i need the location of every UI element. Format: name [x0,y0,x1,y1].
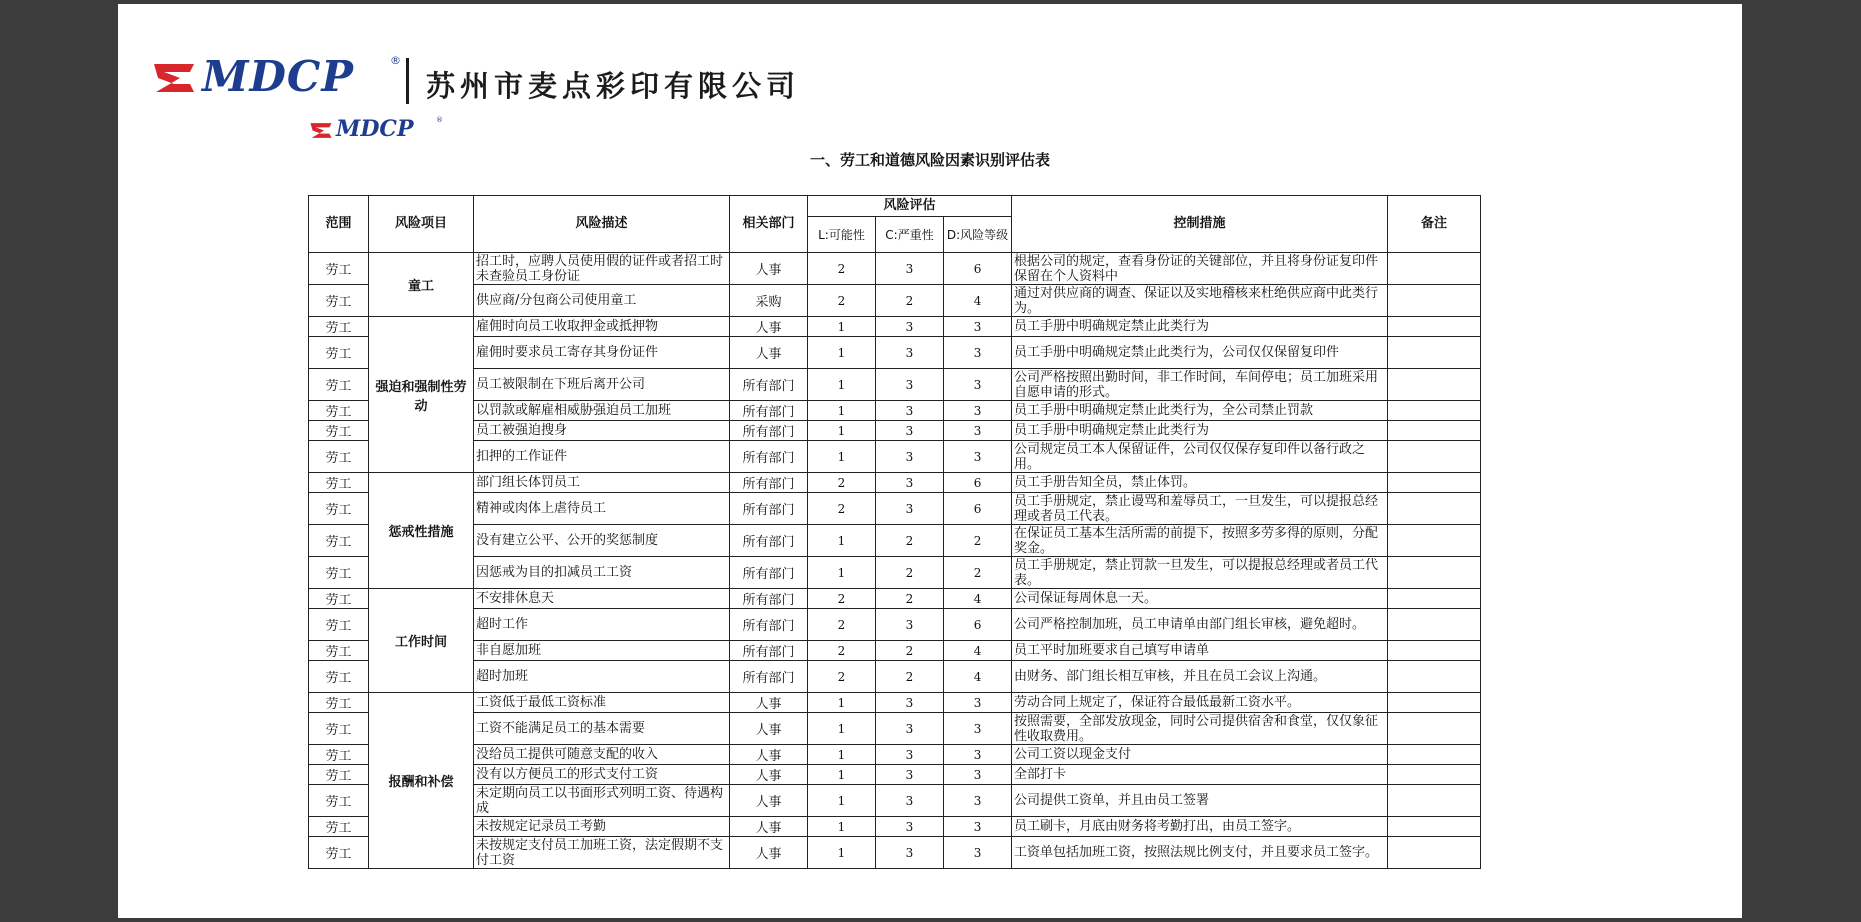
header-risk-evaluation: 风险评估 [808,196,1012,217]
cell-likelihood: 1 [808,713,876,745]
cell-severity: 3 [876,421,944,441]
cell-risk-description: 工资低于最低工资标准 [474,693,730,713]
cell-scope: 劳工 [309,713,369,745]
cell-risk-level: 3 [944,401,1012,421]
cell-risk-description: 未按规定记录员工考勤 [474,817,730,837]
small-logo-registered: ® [436,116,443,124]
cell-likelihood: 2 [808,609,876,641]
cell-control-measure: 公司工资以现金支付 [1012,745,1388,765]
cell-control-measure: 员工手册中明确规定禁止此类行为，公司仅仅保留复印件 [1012,337,1388,369]
cell-likelihood: 1 [808,745,876,765]
cell-severity: 3 [876,765,944,785]
cell-scope: 劳工 [309,525,369,557]
cell-risk-level: 3 [944,837,1012,869]
cell-risk-description: 部门组长体罚员工 [474,473,730,493]
cell-control-measure: 由财务、部门组长相互审核，并且在员工会议上沟通。 [1012,661,1388,693]
cell-control-measure: 公司规定员工本人保留证件，公司仅仅保存复印件以备行政之用。 [1012,441,1388,473]
small-company-logo [308,116,448,146]
header-risk-level: D:风险等级 [944,217,1012,253]
cell-remark [1388,661,1481,693]
cell-risk-level: 3 [944,337,1012,369]
small-logo-mark-icon [308,120,334,140]
cell-control-measure: 工资单包括加班工资，按照法规比例支付，并且要求员工签字。 [1012,837,1388,869]
cell-scope: 劳工 [309,473,369,493]
cell-remark [1388,641,1481,661]
cell-scope: 劳工 [309,441,369,473]
cell-remark [1388,837,1481,869]
cell-remark [1388,401,1481,421]
cell-likelihood: 2 [808,493,876,525]
cell-remark [1388,817,1481,837]
table-row [309,525,1481,557]
cell-likelihood: 1 [808,337,876,369]
table-row [309,369,1481,401]
cell-remark [1388,609,1481,641]
cell-risk-description: 员工被强迫搜身 [474,421,730,441]
cell-severity: 3 [876,441,944,473]
cell-control-measure: 员工手册规定，禁止罚款一旦发生，可以提报总经理或者员工代表。 [1012,557,1388,589]
cell-department: 人事 [730,745,808,765]
cell-scope: 劳工 [309,837,369,869]
cell-risk-level: 3 [944,441,1012,473]
cell-remark [1388,745,1481,765]
cell-scope: 劳工 [309,369,369,401]
cell-risk-description: 雇佣时要求员工寄存其身份证件 [474,337,730,369]
cell-risk-description: 超时加班 [474,661,730,693]
document-page [118,4,1742,918]
cell-severity: 3 [876,493,944,525]
cell-likelihood: 1 [808,525,876,557]
cell-severity: 2 [876,285,944,317]
cell-remark [1388,589,1481,609]
cell-likelihood: 2 [808,661,876,693]
cell-risk-item: 报酬和补偿 [369,693,474,869]
header-likelihood: L:可能性 [808,217,876,253]
cell-severity: 3 [876,369,944,401]
cell-control-measure: 员工平时加班要求自己填写申请单 [1012,641,1388,661]
cell-remark [1388,421,1481,441]
cell-risk-description: 以罚款或解雇相威胁强迫员工加班 [474,401,730,421]
table-row [309,421,1481,441]
cell-remark [1388,441,1481,473]
cell-scope: 劳工 [309,641,369,661]
document-title: 一、劳工和道德风险因素识别评估表 [809,151,1050,169]
table-row [309,661,1481,693]
cell-severity: 3 [876,473,944,493]
table-row [309,765,1481,785]
cell-risk-description: 超时工作 [474,609,730,641]
header-risk-item: 风险项目 [369,196,474,253]
cell-control-measure: 按照需要，全部发放现金，同时公司提供宿舍和食堂，仅仅象征性收取费用。 [1012,713,1388,745]
cell-remark [1388,317,1481,337]
cell-department: 所有部门 [730,589,808,609]
cell-remark [1388,285,1481,317]
cell-department: 人事 [730,837,808,869]
cell-department: 所有部门 [730,641,808,661]
cell-risk-level: 3 [944,369,1012,401]
table-row [309,557,1481,589]
cell-likelihood: 1 [808,441,876,473]
cell-likelihood: 1 [808,693,876,713]
cell-remark [1388,785,1481,817]
cell-scope: 劳工 [309,253,369,285]
cell-risk-description: 没有以方便员工的形式支付工资 [474,765,730,785]
cell-department: 所有部门 [730,441,808,473]
cell-severity: 3 [876,745,944,765]
cell-department: 所有部门 [730,609,808,641]
cell-department: 人事 [730,693,808,713]
cell-department: 人事 [730,713,808,745]
cell-control-measure: 全部打卡 [1012,765,1388,785]
cell-scope: 劳工 [309,401,369,421]
cell-risk-description: 没给员工提供可随意支配的收入 [474,745,730,765]
table-row [309,337,1481,369]
table-row [309,745,1481,765]
cell-control-measure: 在保证员工基本生活所需的前提下，按照多劳多得的原则，分配奖金。 [1012,525,1388,557]
cell-risk-level: 4 [944,589,1012,609]
cell-likelihood: 1 [808,421,876,441]
cell-department: 所有部门 [730,401,808,421]
cell-scope: 劳工 [309,317,369,337]
cell-department: 所有部门 [730,421,808,441]
cell-risk-level: 4 [944,285,1012,317]
cell-risk-level: 6 [944,253,1012,285]
cell-risk-level: 3 [944,765,1012,785]
cell-remark [1388,473,1481,493]
cell-control-measure: 公司保证每周休息一天。 [1012,589,1388,609]
cell-risk-level: 3 [944,785,1012,817]
cell-risk-level: 2 [944,557,1012,589]
header-severity: C:严重性 [876,217,944,253]
cell-risk-level: 4 [944,641,1012,661]
cell-department: 人事 [730,785,808,817]
cell-remark [1388,369,1481,401]
header-control-measures: 控制措施 [1012,196,1388,253]
cell-risk-level: 2 [944,525,1012,557]
table-row [309,317,1481,337]
cell-likelihood: 2 [808,641,876,661]
cell-risk-description: 不安排休息天 [474,589,730,609]
cell-control-measure: 员工刷卡，月底由财务将考勤打出，由员工签字。 [1012,817,1388,837]
cell-risk-description: 未定期向员工以书面形式列明工资、待遇构成 [474,785,730,817]
cell-likelihood: 1 [808,317,876,337]
cell-likelihood: 1 [808,785,876,817]
cell-scope: 劳工 [309,745,369,765]
table-row [309,817,1481,837]
cell-department: 采购 [730,285,808,317]
cell-control-measure: 员工手册中明确规定禁止此类行为 [1012,421,1388,441]
company-name: 苏州市麦点彩印有限公司 [426,69,801,103]
cell-risk-level: 3 [944,421,1012,441]
cell-risk-description: 工资不能满足员工的基本需要 [474,713,730,745]
cell-control-measure: 员工手册中明确规定禁止此类行为，全公司禁止罚款 [1012,401,1388,421]
cell-scope: 劳工 [309,285,369,317]
cell-control-measure: 根据公司的规定，查看身份证的关键部位，并且将身份证复印件保留在个人资料中 [1012,253,1388,285]
cell-risk-level: 4 [944,661,1012,693]
cell-department: 人事 [730,817,808,837]
cell-likelihood: 1 [808,369,876,401]
cell-severity: 3 [876,401,944,421]
cell-risk-level: 6 [944,493,1012,525]
cell-remark [1388,713,1481,745]
risk-table-body [309,253,1481,869]
cell-likelihood: 1 [808,401,876,421]
cell-remark [1388,693,1481,713]
cell-scope: 劳工 [309,609,369,641]
table-row [309,493,1481,525]
table-row [309,641,1481,661]
small-logo-wordmark: MDCP [336,116,414,142]
cell-risk-description: 没有建立公平、公开的奖惩制度 [474,525,730,557]
cell-risk-level: 6 [944,609,1012,641]
cell-risk-description: 雇佣时向员工收取押金或抵押物 [474,317,730,337]
header-department: 相关部门 [730,196,808,253]
table-row [309,713,1481,745]
cell-likelihood: 2 [808,589,876,609]
cell-risk-description: 员工被限制在下班后离开公司 [474,369,730,401]
cell-likelihood: 2 [808,285,876,317]
cell-risk-description: 扣押的工作证件 [474,441,730,473]
cell-department: 所有部门 [730,493,808,525]
header-risk-description: 风险描述 [474,196,730,253]
cell-department: 人事 [730,317,808,337]
cell-remark [1388,253,1481,285]
table-row [309,609,1481,641]
cell-department: 人事 [730,253,808,285]
cell-scope: 劳工 [309,589,369,609]
cell-risk-item: 惩戒性措施 [369,473,474,589]
header-remarks: 备注 [1388,196,1481,253]
cell-severity: 3 [876,693,944,713]
cell-likelihood: 1 [808,837,876,869]
cell-scope: 劳工 [309,817,369,837]
cell-severity: 3 [876,317,944,337]
table-row [309,589,1481,609]
cell-department: 所有部门 [730,661,808,693]
logo-mark-icon [150,58,198,96]
cell-risk-description: 精神或肉体上虐待员工 [474,493,730,525]
cell-severity: 2 [876,641,944,661]
cell-department: 所有部门 [730,473,808,493]
table-row [309,253,1481,285]
cell-risk-level: 3 [944,317,1012,337]
cell-severity: 2 [876,661,944,693]
cell-severity: 3 [876,837,944,869]
cell-remark [1388,337,1481,369]
cell-control-measure: 员工手册告知全员，禁止体罚。 [1012,473,1388,493]
cell-likelihood: 1 [808,557,876,589]
cell-scope: 劳工 [309,557,369,589]
cell-risk-item: 童工 [369,253,474,317]
cell-severity: 2 [876,525,944,557]
cell-risk-description: 因惩戒为目的扣减员工工资 [474,557,730,589]
cell-remark [1388,557,1481,589]
cell-scope: 劳工 [309,661,369,693]
cell-remark [1388,765,1481,785]
cell-severity: 3 [876,337,944,369]
cell-remark [1388,493,1481,525]
cell-risk-description: 非自愿加班 [474,641,730,661]
cell-risk-description: 未按规定支付员工加班工资，法定假期不支付工资 [474,837,730,869]
cell-department: 所有部门 [730,369,808,401]
cell-severity: 2 [876,589,944,609]
logo-wordmark: MDCP [202,52,354,101]
cell-scope: 劳工 [309,765,369,785]
cell-department: 所有部门 [730,525,808,557]
cell-control-measure: 员工手册规定，禁止谩骂和羞辱员工，一旦发生，可以提报总经理或者员工代表。 [1012,493,1388,525]
cell-remark [1388,525,1481,557]
cell-severity: 2 [876,557,944,589]
cell-department: 人事 [730,765,808,785]
table-row [309,693,1481,713]
table-row [309,837,1481,869]
cell-severity: 3 [876,785,944,817]
cell-risk-level: 3 [944,713,1012,745]
cell-risk-item: 强迫和强制性劳动 [369,317,474,473]
cell-control-measure: 劳动合同上规定了，保证符合最低最新工资水平。 [1012,693,1388,713]
cell-risk-description: 招工时，应聘人员使用假的证件或者招工时未查验员工身份证 [474,253,730,285]
cell-severity: 3 [876,817,944,837]
table-row [309,285,1481,317]
cell-control-measure: 通过对供应商的调查、保证以及实地稽核来杜绝供应商中此类行为。 [1012,285,1388,317]
cell-risk-level: 3 [944,693,1012,713]
risk-assessment-table [308,195,1481,869]
cell-scope: 劳工 [309,693,369,713]
cell-risk-level: 6 [944,473,1012,493]
cell-control-measure: 公司严格控制加班，员工申请单由部门组长审核，避免超时。 [1012,609,1388,641]
cell-likelihood: 2 [808,253,876,285]
cell-scope: 劳工 [309,421,369,441]
cell-severity: 3 [876,253,944,285]
cell-department: 人事 [730,337,808,369]
header-divider [406,58,409,104]
cell-severity: 3 [876,713,944,745]
table-row [309,473,1481,493]
table-row [309,785,1481,817]
cell-severity: 3 [876,609,944,641]
table-row [309,401,1481,421]
cell-likelihood: 1 [808,817,876,837]
header-scope: 范围 [309,196,369,253]
cell-risk-level: 3 [944,817,1012,837]
cell-risk-description: 供应商/分包商公司使用童工 [474,285,730,317]
cell-risk-item: 工作时间 [369,589,474,693]
table-row [309,441,1481,473]
cell-scope: 劳工 [309,493,369,525]
cell-control-measure: 公司提供工资单，并且由员工签署 [1012,785,1388,817]
cell-scope: 劳工 [309,337,369,369]
cell-likelihood: 2 [808,473,876,493]
cell-department: 所有部门 [730,557,808,589]
logo-registered: ® [390,54,401,67]
cell-control-measure: 公司严格按照出勤时间，非工作时间，车间停电；员工加班采用自愿申请的形式。 [1012,369,1388,401]
cell-control-measure: 员工手册中明确规定禁止此类行为 [1012,317,1388,337]
cell-likelihood: 1 [808,765,876,785]
cell-scope: 劳工 [309,785,369,817]
cell-risk-level: 3 [944,745,1012,765]
